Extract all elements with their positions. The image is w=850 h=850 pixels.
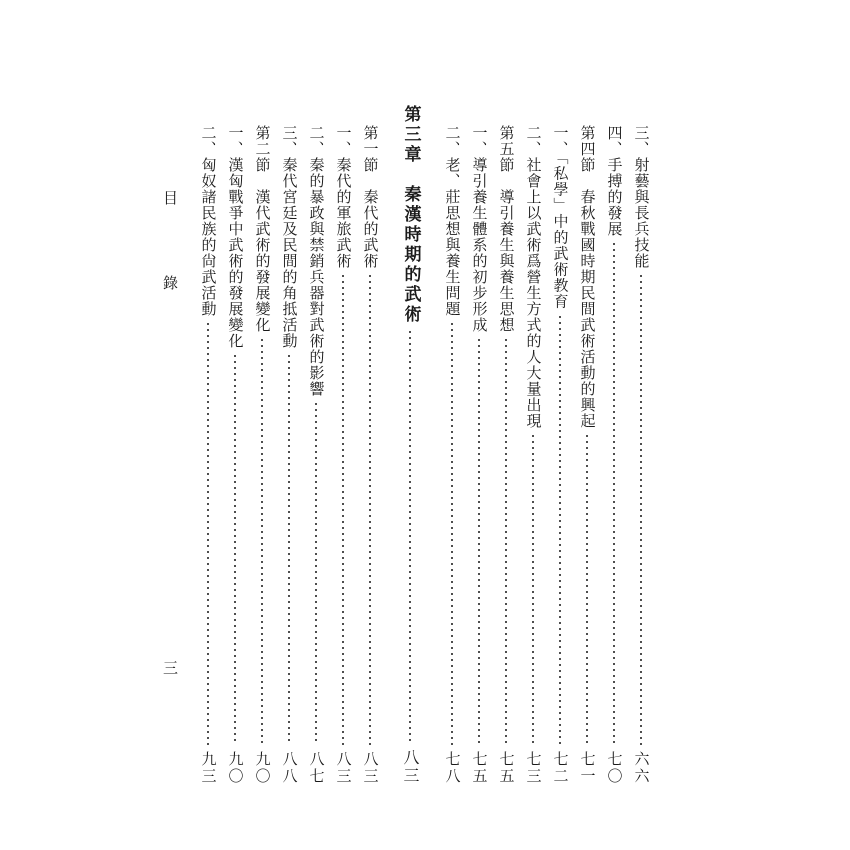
toc-entry [278,125,300,785]
dot-leader [640,273,642,745]
toc-entry-title: 二、老、莊思想與養生問題 [443,125,462,317]
toc-entry-title: 第一節 秦代的武術 [361,125,380,269]
toc-entry-page: 七五 [497,751,516,785]
toc-entry-page: 八三 [361,751,380,785]
page-folio-number: 三 [161,660,179,675]
toc-entry [224,125,246,785]
toc-entry-title: 三、射藝與長兵技能 [632,125,651,269]
toc-entry [468,125,490,785]
dot-leader [586,433,588,745]
toc-chapter-title: 第三章 秦漢時期的武術 [400,105,421,325]
toc-entry-page: 七二 [551,751,570,785]
toc-entry-page: 九〇 [253,751,272,785]
dot-leader [559,314,561,746]
toc-entry-title: 二、匈奴諸民族的尙武活動 [199,125,218,317]
toc-entry [441,125,463,785]
toc-section-entry [359,125,381,785]
dot-leader [342,273,344,745]
toc-chapter-entry [399,105,421,785]
toc-entry-page: 八三 [334,751,353,785]
toc-entry [197,125,219,785]
dot-leader [451,321,453,745]
toc-entry [332,125,354,785]
dot-leader [234,353,236,745]
toc-entry-title: 二、社會上以武術爲營生方式的人大量出現 [524,125,543,429]
toc-entry-title: 一、「私學」中的武術教育 [551,125,570,310]
toc-entry-page: 九三 [199,751,218,785]
toc-entry-page: 八七 [307,751,326,785]
dot-leader [478,337,480,745]
toc-entry-page: 八八 [280,751,299,785]
toc-section-entry [495,125,517,785]
toc-entry-title: 第四節 春秋戰國時期民間武術活動的興起 [578,125,597,429]
toc-entry [630,125,652,785]
toc-entry [305,125,327,785]
toc-section-entry [576,125,598,785]
toc-entry-title: 四、手搏的發展 [605,125,624,237]
toc-entry [522,125,544,785]
toc-entry-page: 九〇 [226,751,245,785]
toc-entry-page: 七五 [470,751,489,785]
toc-entry [603,125,625,785]
dot-leader [613,241,615,745]
toc-entry-page: 六六 [632,751,651,785]
toc-entry-page: 八三 [401,749,420,785]
toc-entry-title: 第二節 漢代武術的發展變化 [253,125,272,333]
toc-entry-page: 七八 [443,751,462,785]
toc-entry-page: 七〇 [605,751,624,785]
toc-entry-title: 第五節 導引養生與養生思想 [497,125,516,333]
toc-entry-title: 一、漢匈戰爭中武術的發展變化 [226,125,245,349]
dot-leader [207,321,209,745]
dot-leader [288,353,290,745]
toc-entry-page: 七一 [578,751,597,785]
dot-leader [315,401,317,745]
toc-entry-title: 二、秦的暴政與禁銷兵器對武術的影響 [307,125,326,397]
toc-entry-title: 一、秦代的軍旅武術 [334,125,353,269]
dot-leader [261,337,263,745]
toc-entry-title: 一、導引養生體系的初步形成 [470,125,489,333]
dot-leader [505,337,507,745]
dot-leader [369,273,371,745]
toc-entry [549,125,571,785]
dot-leader [532,433,534,745]
toc-entry-title: 三、秦代宮廷及民間的角抵活動 [280,125,299,349]
toc-entry-page: 七三 [524,751,543,785]
toc-section-entry [251,125,273,785]
page-header-title: 目 錄 [161,190,179,316]
dot-leader [409,329,411,743]
